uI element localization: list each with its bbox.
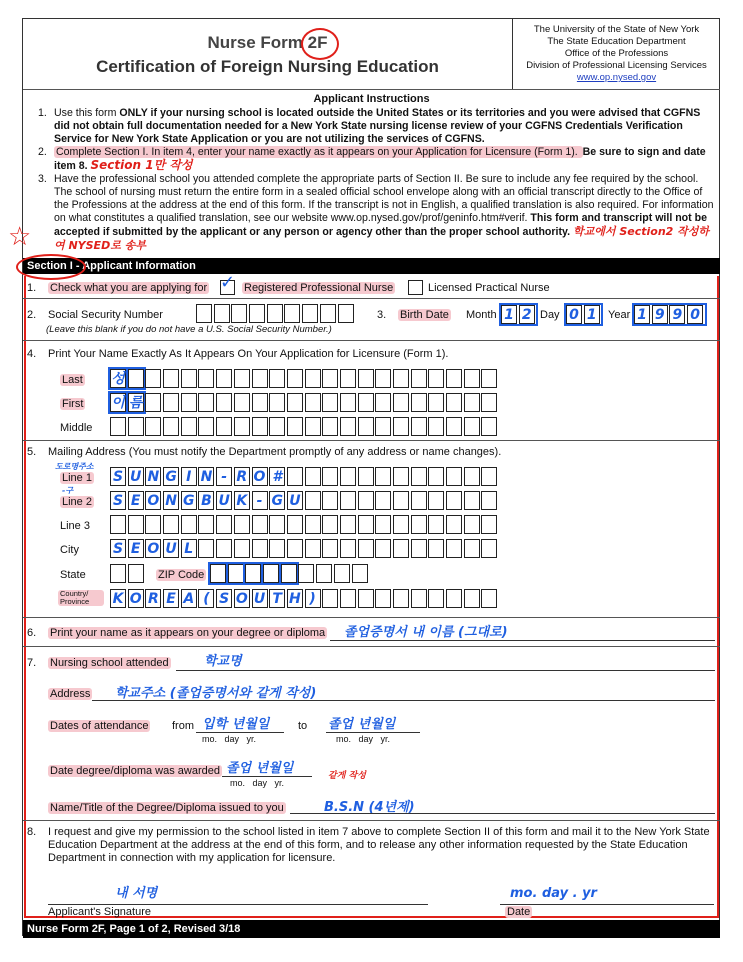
date-value[interactable]: mo. day . yr (510, 886, 597, 901)
signature-value[interactable]: 내 서명 (115, 886, 158, 901)
day-label: Day (540, 309, 560, 321)
country-boxes[interactable]: K O R E A ( S O U T H ) (110, 589, 499, 608)
to-value[interactable]: 졸업 년월일 (328, 717, 396, 732)
school-address-value[interactable]: 학교주소 (졸업증명서와 같게 작성) (115, 686, 317, 701)
line1-label: Line 1 (62, 472, 92, 484)
year-boxes[interactable]: 1 9 9 0 (632, 303, 707, 326)
agency-url-link[interactable]: www.op.nysed.gov (576, 72, 657, 83)
ssn-note: (Leave this blank if you do not have a U.S. Social Security Number.) (46, 324, 332, 335)
city-label: City (60, 544, 79, 556)
address-line3-boxes[interactable] (110, 515, 499, 534)
dates-label: Dates of attendance (50, 720, 149, 732)
agency-line: The University of the State of New York (533, 24, 700, 35)
lpn-label: Licensed Practical Nurse (428, 282, 550, 294)
ssn-label: Social Security Number (48, 309, 163, 321)
to-mdy: mo. day yr. (336, 734, 391, 744)
awarded-note: 같게 작성 (328, 771, 366, 781)
instruction-1: 1. Use this form ONLY if your nursing school is located outside the United States or its territories and you were advised that CGFNS did not obtain full documentation needed for a New York State nursing license review of your CGFNS Credentials Verification Service for New York State Application or you are not utilizing the services of CGFNS. (38, 107, 701, 145)
from-value[interactable]: 입학 년월일 (202, 717, 270, 732)
agency-block (513, 24, 720, 84)
year-label: Year (608, 309, 631, 321)
first-name-boxes[interactable]: 이 름 (110, 393, 499, 412)
from-mdy: mo. day yr. (202, 734, 257, 744)
address-label: Address (50, 688, 91, 700)
month-label: Month (466, 309, 497, 321)
birth-date-label: Birth Date (400, 309, 449, 321)
q5-label: Mailing Address (You must notify the Department promptly of any address or name changes). (48, 446, 502, 458)
diploma-name-value[interactable]: 졸업증명서 내 이름 (그대로) (344, 625, 508, 640)
state-label: State (60, 569, 86, 581)
zip-label: ZIP Code (158, 569, 205, 581)
last-name-label: Last (62, 374, 83, 386)
q1-label: Check what you are applying for (50, 282, 208, 294)
line3-label: Line 3 (60, 520, 90, 532)
awarded-value[interactable]: 졸업 년월일 (226, 761, 294, 776)
from-label: from (172, 720, 194, 732)
zip-boxes[interactable] (210, 564, 369, 583)
to-label: to (298, 720, 308, 732)
rn-label: Registered Professional Nurse (244, 282, 394, 294)
city-boxes[interactable]: S E O U L (110, 539, 499, 558)
agency-line: Office of the Professions (564, 48, 669, 59)
awarded-label: Date degree/diploma was awarded (50, 765, 220, 777)
first-name-label: First (62, 398, 84, 410)
country-label: Country/ Province (58, 590, 104, 606)
lpn-checkbox[interactable] (408, 280, 423, 295)
q8-text: I request and give my permission to the school listed in item 7 above to complete Section II of this form and mail it to the New York State Education Department at the address at the end of this form, and to release any other information requested by the State Education Department in connection with my application for licensure. (48, 826, 710, 864)
ssn-boxes[interactable] (196, 304, 355, 323)
last-name-boxes[interactable]: 성 (110, 369, 499, 388)
footer-bar: Nurse Form 2F, Page 1 of 2, Revised 3/18 (23, 920, 720, 938)
handwritten-note: 학교에서 Section2 작성하여 NYSED로 송부 (54, 225, 710, 252)
degree-label: Name/Title of the Degree/Diploma issued to you (50, 802, 284, 814)
line2-note: -구 (62, 486, 74, 495)
instructions-title: Applicant Instructions (313, 93, 430, 105)
middle-name-label: Middle (60, 422, 93, 434)
section-1-header: Section I - Applicant Information (23, 258, 720, 274)
header-left (23, 19, 513, 90)
q6-label: Print your name as it appears on your degree or diploma (50, 627, 326, 639)
instruction-3: 3. Have the professional school you attended complete the appropriate parts of Section II. Be sure to include any fee required by the school. The school of nursing must return the entire form in a sealed official school envelope along with an official transcript directly to the Office of the Professions at the address at the end of this form. If the transcript is not in English, a qualified translation is also required. For information on what constitutes a qualified translation, see our website www.op.nysed.gov/prof/geninfo.htm#verif. This form and transcript will not be accepted if submitted by the applicant or any person or agency other than the proper school authority. 학교에서 Section2 작성하여 NYSED로 송부 (38, 173, 714, 252)
middle-name-boxes[interactable] (110, 417, 499, 436)
instructions-list (38, 107, 714, 253)
school-name-value[interactable]: 학교명 (204, 654, 242, 669)
form-number-circle (301, 28, 339, 60)
instruction-2: 2. Complete Section I. In item 4, enter your name exactly as it appears on your Application for Licensure (Form 1). Be sure to sign and date item 8. Section 1만 작성 (38, 146, 706, 172)
form-title: Certification of Foreign Nursing Education (96, 57, 439, 76)
state-boxes[interactable] (110, 564, 145, 583)
agency-line: Division of Professional Licensing Services (526, 60, 707, 71)
degree-value[interactable]: B.S.N (4년제) (324, 800, 415, 815)
address-line2-boxes[interactable]: S E O N G B U K - G U (110, 491, 499, 510)
line2-label: Line 2 (62, 496, 92, 508)
signature-label: Applicant's Signature (48, 906, 151, 918)
agency-line: The State Education Department (547, 36, 686, 47)
handwritten-note: Section 1만 작성 (90, 158, 193, 172)
check-mark-icon: ✓ (220, 272, 236, 293)
form-name: Nurse Form 2F (207, 33, 328, 52)
awarded-mdy: mo. day yr. (230, 778, 285, 788)
month-boxes[interactable]: 1 2 (499, 303, 538, 326)
date-label: Date (507, 906, 531, 918)
star-mark-icon: ☆ (8, 222, 32, 252)
address-line1-boxes[interactable]: S U N G I N - R O # (110, 467, 499, 486)
line1-note: 도로명주소 (55, 462, 94, 471)
day-boxes[interactable]: 0 1 (564, 303, 603, 326)
q4-label: Print Your Name Exactly As It Appears On Your Application for Licensure (Form 1). (48, 348, 449, 360)
q7-label: Nursing school attended (50, 657, 169, 669)
